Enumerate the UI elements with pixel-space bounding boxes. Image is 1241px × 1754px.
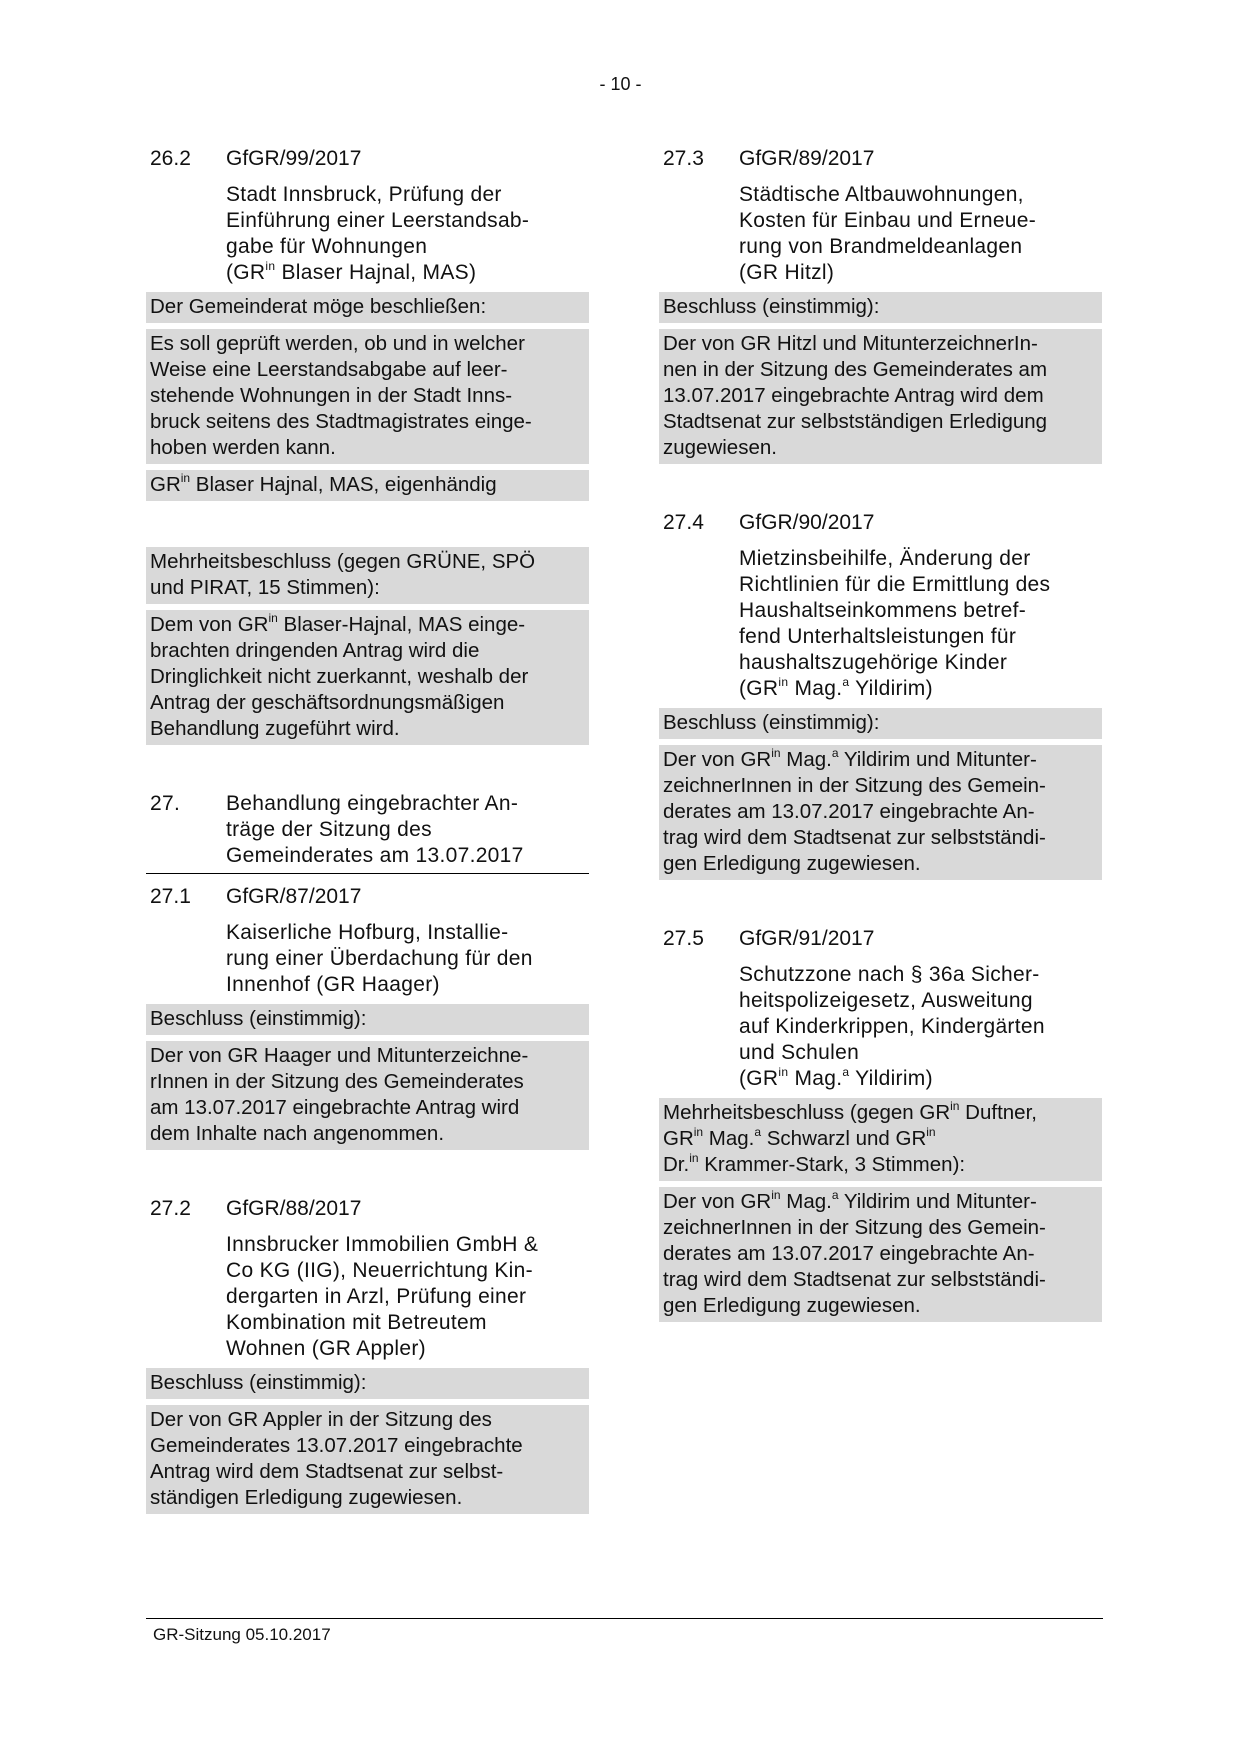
page-number: - 10 - [599,74,642,94]
motion-heading: Der Gemeinderat möge beschließen: [146,292,589,323]
right-column [659,146,1102,1322]
item-code: GfGR/89/2017 [739,147,875,170]
item-27-1-title: Kaiserliche Hofburg, Installie- rung einer Überdachung für den Innenhof (GR Haager) [226,921,533,996]
item-27-5-title: Schutzzone nach § 36a Sicher- heitspolizeigesetz, Ausweitung auf Kinderkrippen, Kindergärten und Schulen ($GR^{in}$ Mag.$^a$ Yildirim) [739,963,1045,1090]
section-27-header [146,791,589,874]
item-code: GfGR/87/2017 [226,885,362,908]
title-line: Stadt Innsbruck, Prüfung der [226,183,502,206]
item-27-5-header [659,926,1102,952]
item-27-1-header [146,884,589,910]
decision-heading: Beschluss (einstimmig): [146,1004,589,1035]
item-26-2-title [226,182,589,286]
motion-body: Es soll geprüft werden, ob und in welcher Weise eine Leerstandsabgabe auf leer- stehende Wohnungen in der Stadt Inns- bruck seitens des Stadtmagistrates einge- hoben werden kann. [146,329,589,464]
decision-heading: Mehrheitsbeschluss (gegen $GR^{in}$ Duftner, $GR^{in}$ Mag.$^a$ Schwarzl und $GR^{in}$ Dr.$^{in}$ Krammer-Stark, 3 Stimmen): [659,1098,1102,1181]
decision-body: Der von GR Haager und Mitunterzeichne- rInnen in der Sitzung des Gemeinderates am 13.07.2017 eingebrachte Antrag wird dem Inhalte nach angenommen. [146,1041,589,1150]
decision-heading: Beschluss (einstimmig): [659,708,1102,739]
decision-body: Der von GR Appler in der Sitzung des Gemeinderates 13.07.2017 eingebrachte Antrag wird dem Stadtsenat zur selbst- ständigen Erledigung zugewiesen. [146,1405,589,1514]
item-27-2-title: Innsbrucker Immobilien GmbH & Co KG (IIG), Neuerrichtung Kin- dergarten in Arzl, Prüfung einer Kombination mit Betreutem Wohnen (GR Appler) [226,1233,539,1360]
left-column [146,146,589,1514]
decision-heading: Beschluss (einstimmig): [659,292,1102,323]
footer-text: GR-Sitzung 05.10.2017 [153,1625,331,1644]
item-27-3-title: Städtische Altbauwohnungen, Kosten für Einbau und Erneue- rung von Brandmeldeanlagen (GR Hitzl) [739,183,1037,284]
item-code: GfGR/90/2017 [739,511,875,534]
decision-body: Der von $GR^{in}$ Mag.$^a$ Yildirim und Mitunter- zeichnerInnen in der Sitzung des Gemein- derates am 13.07.2017 eingebrachte An- trag wird dem Stadtsenat zur selbstständi- gen Erledigung zugewiesen. [659,745,1102,880]
decision-heading: Mehrheitsbeschluss (gegen GRÜNE, SPÖ und PIRAT, 15 Stimmen): [146,547,589,604]
item-code: GfGR/99/2017 [226,147,362,170]
item-26-2-header [146,146,589,172]
item-27-4-header [659,510,1102,536]
title-line: gabe für Wohnungen [226,235,428,258]
item-27-2-header [146,1196,589,1222]
title-line: ($GR^{in}$ Blaser Hajnal, MAS) [226,259,477,284]
decision-body: Der von GR Hitzl und MitunterzeichnerIn- nen in der Sitzung des Gemeinderates am 13.07.2017 eingebrachte Antrag wird dem Stadtsenat zur selbstständigen Erledigung zugewiesen. [659,329,1102,464]
title-line: Einführung einer Leerstandsab- [226,209,530,232]
signature-line: $GR^{in}$ Blaser Hajnal, MAS, eigenhändig [146,470,589,501]
item-27-3-header [659,146,1102,172]
item-code: GfGR/91/2017 [739,927,875,950]
item-code: GfGR/88/2017 [226,1197,362,1220]
decision-body: Dem von $GR^{in}$ Blaser-Hajnal, MAS einge- brachten dringenden Antrag wird die Dringlichkeit nicht zuerkannt, weshalb der Antrag der geschäftsordnungsmäßigen Behandlung zugeführt wird. [146,610,589,745]
decision-body: Der von $GR^{in}$ Mag.$^a$ Yildirim und Mitunter- zeichnerInnen in der Sitzung des Gemein- derates am 13.07.2017 eingebrachte An- trag wird dem Stadtsenat zur selbstständi- gen Erledigung zugewiesen. [659,1187,1102,1322]
decision-heading: Beschluss (einstimmig): [146,1368,589,1399]
item-number: 27.2 [150,1197,191,1220]
footer-divider [146,1618,1103,1619]
item-27-4-title: Mietzinsbeihilfe, Änderung der Richtlinien für die Ermittlung des Haushaltseinkommens betref- fend Unterhaltsleistungen für haushaltszugehörige Kinder ($GR^{in}$ Mag.$^a$ Yildirim) [739,547,1051,700]
item-number: 27.3 [663,147,704,170]
section-number: 27. [150,792,181,815]
item-number: 27.5 [663,927,704,950]
item-number: 26.2 [150,147,191,170]
section-title: Behandlung eingebrachter An- träge der Sitzung des Gemeinderates am 13.07.2017 [226,792,524,867]
item-number: 27.1 [150,885,191,908]
item-number: 27.4 [663,511,704,534]
